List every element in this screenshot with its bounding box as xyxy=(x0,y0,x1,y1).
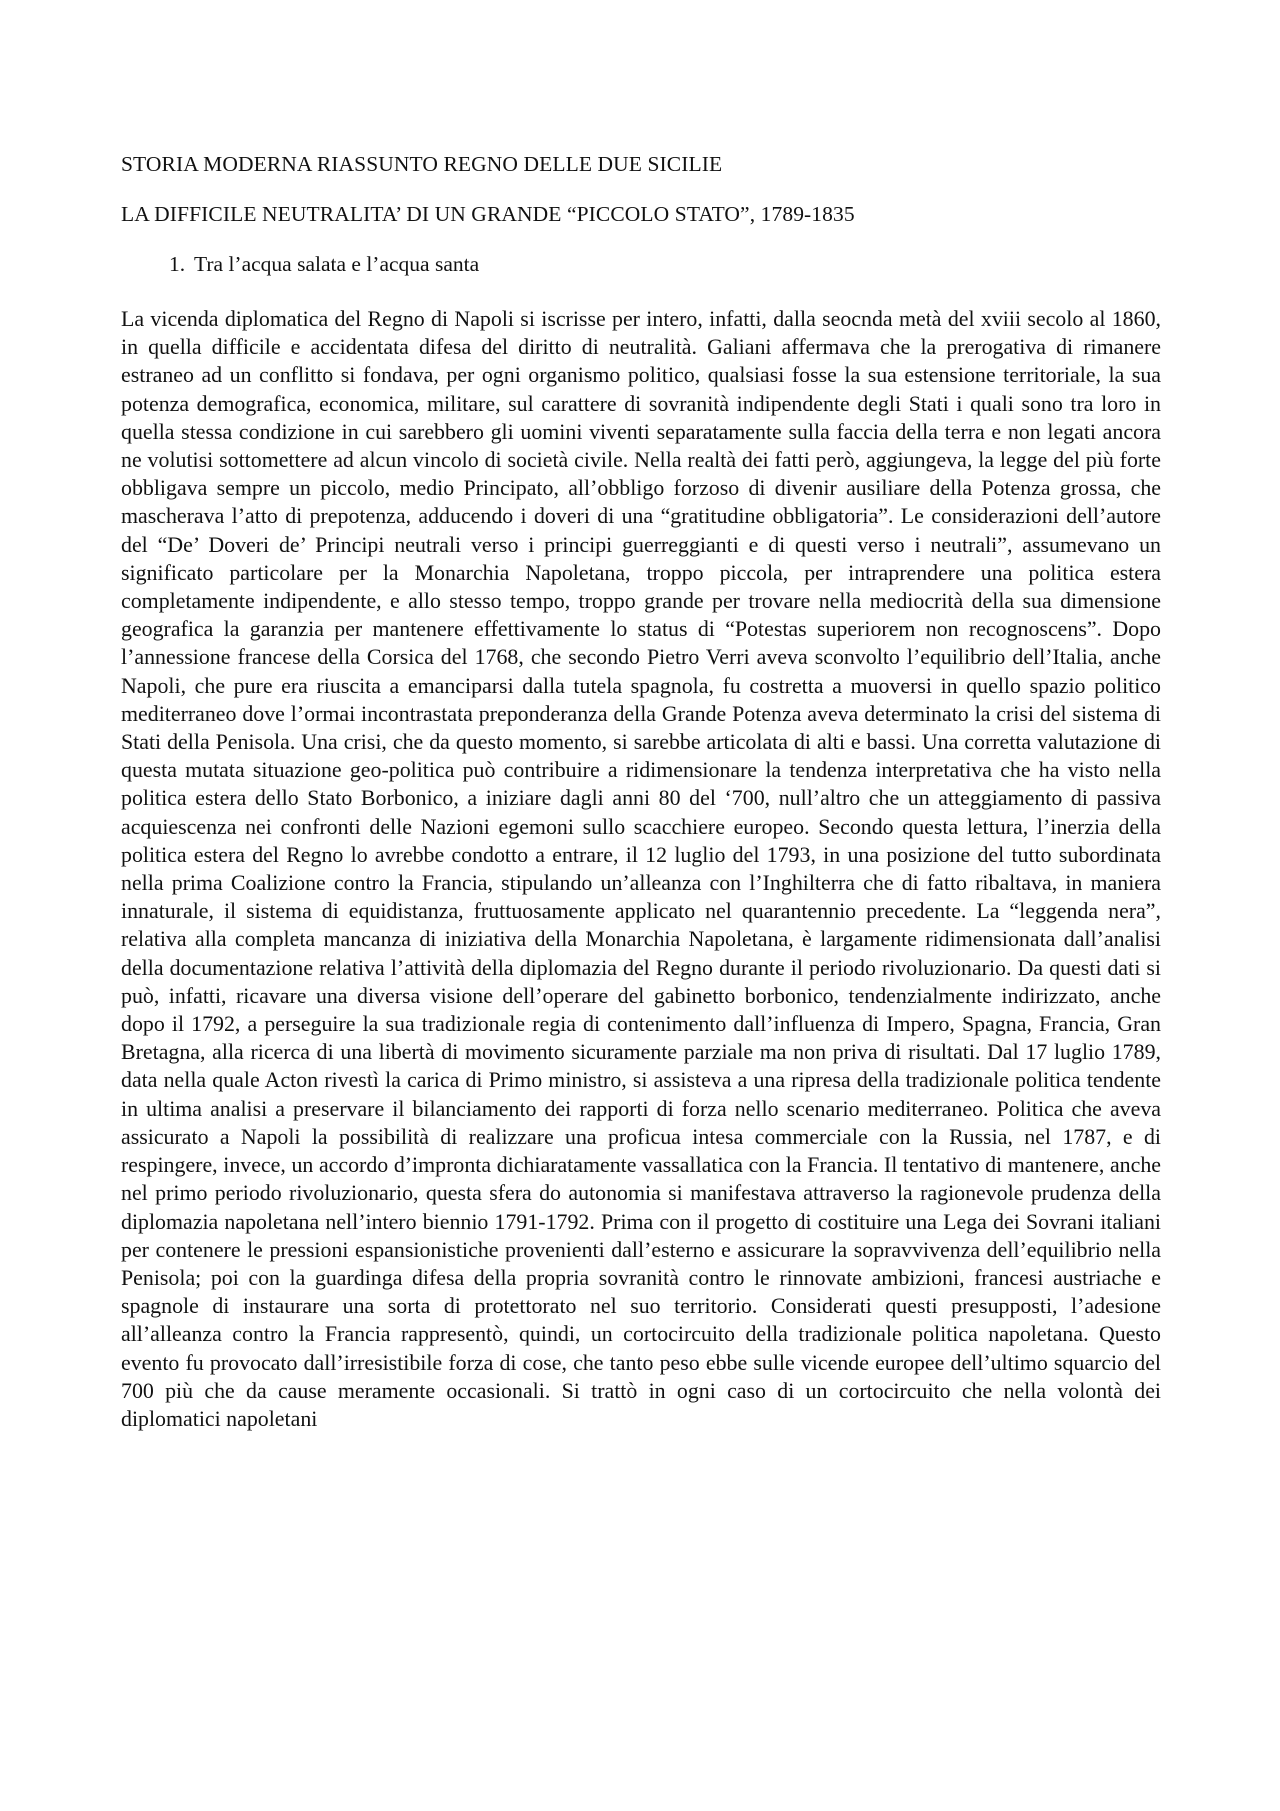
document-subtitle: LA DIFFICILE NEUTRALITA’ DI UN GRANDE “PICCOLO STATO”, 1789-1835 xyxy=(121,202,855,226)
section-heading xyxy=(121,250,1161,278)
document-page xyxy=(121,150,1161,1433)
section-number: 1. xyxy=(169,252,186,276)
body-paragraph: La vicenda diplomatica del Regno di Napoli si iscrisse per intero, infatti, dalla seocnda metà del xviii secolo al 1860, in quella difficile e accidentata difesa del diritto di neutralità. Galiani affermava che la prerogativa di rimanere estraneo ad un conflitto si fondava, per ogni organismo politico, qualsiasi fosse la sua estensione territoriale, la sua potenza demografica, economica, militare, sul carattere di sovranità indipendente degli Stati i quali sono tra loro in quella stessa condizione in cui sarebbero gli uomini viventi separatamente sulla faccia della terra e non legati ancora ne volutisi sottomettere ad alcun vincolo di società civile. Nella realtà dei fatti però, aggiungeva, la legge del più forte obbligava sempre un piccolo, medio Principato, all’obbligo forzoso di divenir ausiliare della Potenza grossa, che mascherava l’atto di prepotenza, adducendo i doveri di una “gratitudine obbligatoria”. Le considerazioni dell’autore del “De’ Doveri de’ Principi neutrali verso i principi guerreggianti e di questi verso i neutrali”, assumevano un significato particolare per la Monarchia Napoletana, troppo piccola, per intraprendere una politica estera completamente indipendente, e allo stesso tempo, troppo grande per trovare nella mediocrità della sua dimensione geografica la garanzia per mantenere effettivamente lo status di “Potestas superiorem non recognoscens”. Dopo l’annessione francese della Corsica del 1768, che secondo Pietro Verri aveva sconvolto l’equilibrio dell’Italia, anche Napoli, che pure era riuscita a emanciparsi dalla tutela spagnola, fu costretta a muoversi in quello spazio politico mediterraneo dove l’ormai incontrastata preponderanza della Grande Potenza aveva determinato la crisi del sistema di Stati della Penisola. Una crisi, che da questo momento, si sarebbe articolata di alti e bassi. Una corretta valutazione di questa mutata situazione geo-politica può contribuire a ridimensionare la tendenza interpretativa che ha visto nella politica estera dello Stato Borbonico, a iniziare dagli anni 80 del ‘700, null’altro che un atteggiamento di passiva acquiescenza nei confronti delle Nazioni egemoni sullo scacchiere europeo. Secondo questa lettura, l’inerzia della politica estera del Regno lo avrebbe condotto a entrare, il 12 luglio del 1793, in una posizione del tutto subordinata nella prima Coalizione contro la Francia, stipulando un’alleanza con l’Inghilterra che di fatto ribaltava, in maniera innaturale, il sistema di equidistanza, fruttuosamente applicato nel quarantennio precedente. La “leggenda nera”, relativa alla completa mancanza di iniziativa della Monarchia Napoletana, è largamente ridimensionata dall’analisi della documentazione relativa l’attività della diplomazia del Regno durante il periodo rivoluzionario. Da questi dati si può, infatti, ricavare una diversa visione dell’operare del gabinetto borbonico, tendenzialmente indirizzato, anche dopo il 1792, a perseguire la sua tradizionale regia di contenimento dall’influenza di Impero, Spagna, Francia, Gran Bretagna, alla ricerca di una libertà di movimento sicuramente parziale ma non priva di risultati. Dal 17 luglio 1789, data nella quale Acton rivestì la carica di Primo ministro, si assisteva a una ripresa della tradizionale politica tendente in ultima analisi a preservare il bilanciamento dei rapporti di forza nello scenario mediterraneo. Politica che aveva assicurato a Napoli la possibilità di realizzare una proficua intesa commerciale con la Russia, nel 1787, e di respingere, invece, un accordo d’impronta dichiaratamente vassallatica con la Francia. Il tentativo di mantenere, anche nel primo periodo rivoluzionario, questa sfera do autonomia si manifestava attraverso la ragionevole prudenza della diplomazia napoletana nell’intero biennio 1791-1792. Prima con il progetto di costituire una Lega dei Sovrani italiani per contenere le pressioni espansionistiche provenienti dall’esterno e assicurare la sopravvivenza dell’equilibrio nella Penisola; poi con la guardinga difesa della propria sovranità contro le rinnovate ambizioni, francesi austriache e spagnole di instaurare una sorta di protettorato nel suo territorio. Considerati questi presupposti, l’adesione all’alleanza contro la Francia rappresentò, quindi, un cortocircuito della tradizionale politica napoletana. Questo evento fu provocato dall’irresistibile forza di cose, che tanto peso ebbe sulle vicende europee dell’ultimo squarcio del 700 più che da cause meramente occasionali. Si trattò in ogni caso di un cortocircuito che nella volontà dei diplomatici napoletani xyxy=(121,306,1161,1431)
document-title: STORIA MODERNA RIASSUNTO REGNO DELLE DUE SICILIE xyxy=(121,152,723,176)
section-title: Tra l’acqua salata e l’acqua santa xyxy=(194,252,480,276)
